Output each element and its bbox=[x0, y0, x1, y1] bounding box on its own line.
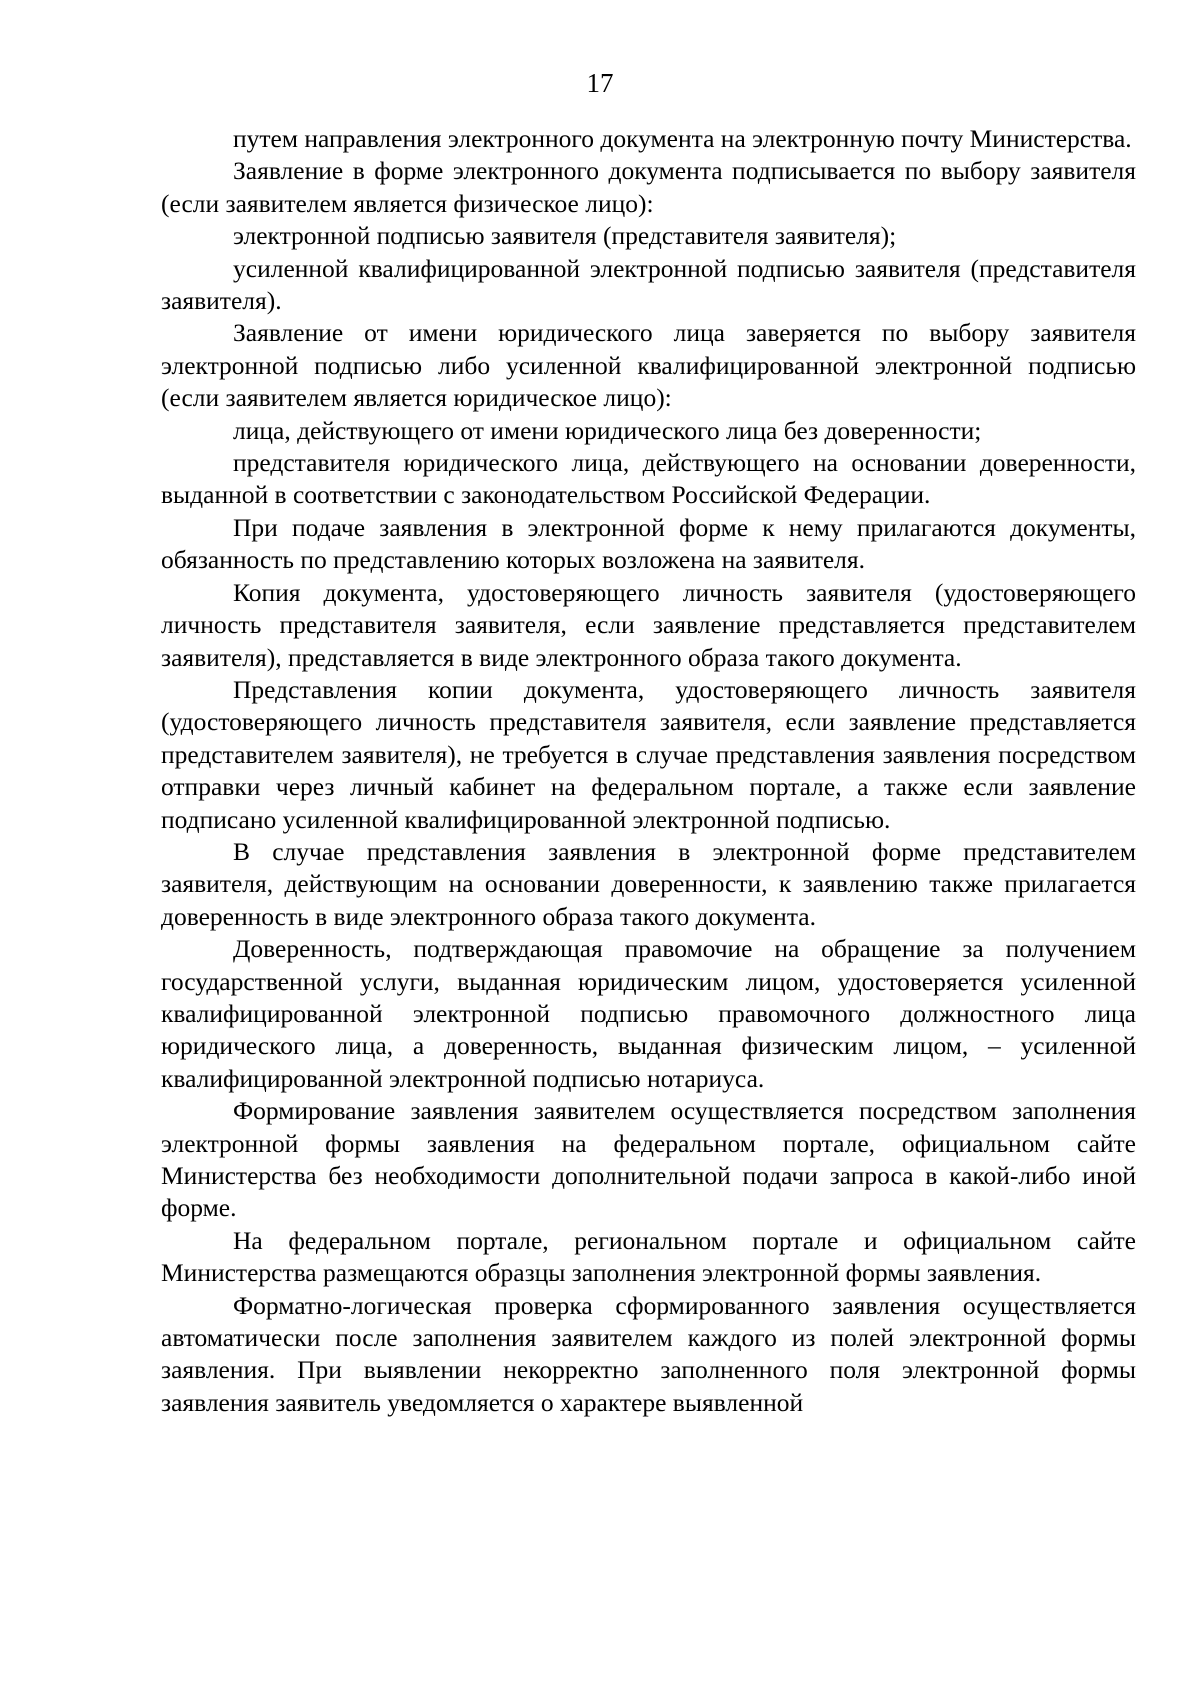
paragraph: Заявление от имени юридического лица заверяется по выбору заявителя электронной подписью либо усиленной квалифицированной электронной подписью (если заявителем является юридическое лицо): bbox=[161, 318, 1136, 413]
paragraph: На федеральном портале, региональном портале и официальном сайте Министерства размещаются образцы заполнения электронной формы заявления. bbox=[161, 1225, 1136, 1288]
paragraph: Форматно-логическая проверка сформированного заявления осуществляется автоматически после заполнения заявителем каждого из полей электронной формы заявления. При выявлении некорректно заполненного поля электронной формы заявления заявитель уведомляется о характере выявленной bbox=[161, 1290, 1136, 1417]
paragraph-list-item: представителя юридического лица, действующего на основании доверенности, выданной в соответствии с законодательством Российской Федерации. bbox=[161, 448, 1136, 510]
paragraph-continuation: путем направления электронного документа на электронную почту Министерства. bbox=[233, 124, 1132, 153]
paragraph: Заявление в форме электронного документа подписывается по выбору заявителя (если заявителем является физическое лицо): bbox=[161, 156, 1136, 218]
paragraph: Доверенность, подтверждающая правомочие на обращение за получением государственной услуги, выданная юридическим лицом, удостоверяется усиленной квалифицированной электронной подписью правомочного должностного лица юридического лица, а доверенность, выданная физическим лицом, – усиленной квалифицированной электронной подписью нотариуса. bbox=[161, 934, 1136, 1093]
paragraph: При подаче заявления в электронной форме к нему прилагаются документы, обязанность по представлению которых возложена на заявителя. bbox=[161, 512, 1136, 575]
paragraph-list-item: лица, действующего от имени юридического лица без доверенности; bbox=[233, 415, 982, 445]
paragraph: Формирование заявления заявителем осуществляется посредством заполнения электронной формы заявления на федеральном портале, официальном сайте Министерства без необходимости дополнительной подачи запроса в какой-либо иной форме. bbox=[161, 1096, 1136, 1223]
paragraph: В случае представления заявления в электронной форме представителем заявителя, действующим на основании доверенности, к заявлению также прилагается доверенность в виде электронного образа такого документа. bbox=[161, 836, 1136, 931]
paragraph-list-item: электронной подписью заявителя (представителя заявителя); bbox=[233, 221, 897, 251]
page-number: 17 bbox=[586, 68, 614, 98]
paragraph: Копия документа, удостоверяющего личность заявителя (удостоверяющего личность представителя заявителя, если заявление представляется представителем заявителя), представляется в виде электронного образа такого документа. bbox=[161, 577, 1136, 672]
paragraph-list-item: усиленной квалифицированной электронной подписью заявителя (представителя заявителя). bbox=[161, 253, 1136, 316]
paragraph: Представления копии документа, удостоверяющего личность заявителя (удостоверяющего личность представителя заявителя, если заявление представляется представителем заявителя), не требуется в случае представления заявления посредством отправки через личный кабинет на федеральном портале, а также если заявление подписано усиленной квалифицированной электронной подписью. bbox=[161, 674, 1136, 834]
document-body bbox=[161, 123, 1136, 1419]
